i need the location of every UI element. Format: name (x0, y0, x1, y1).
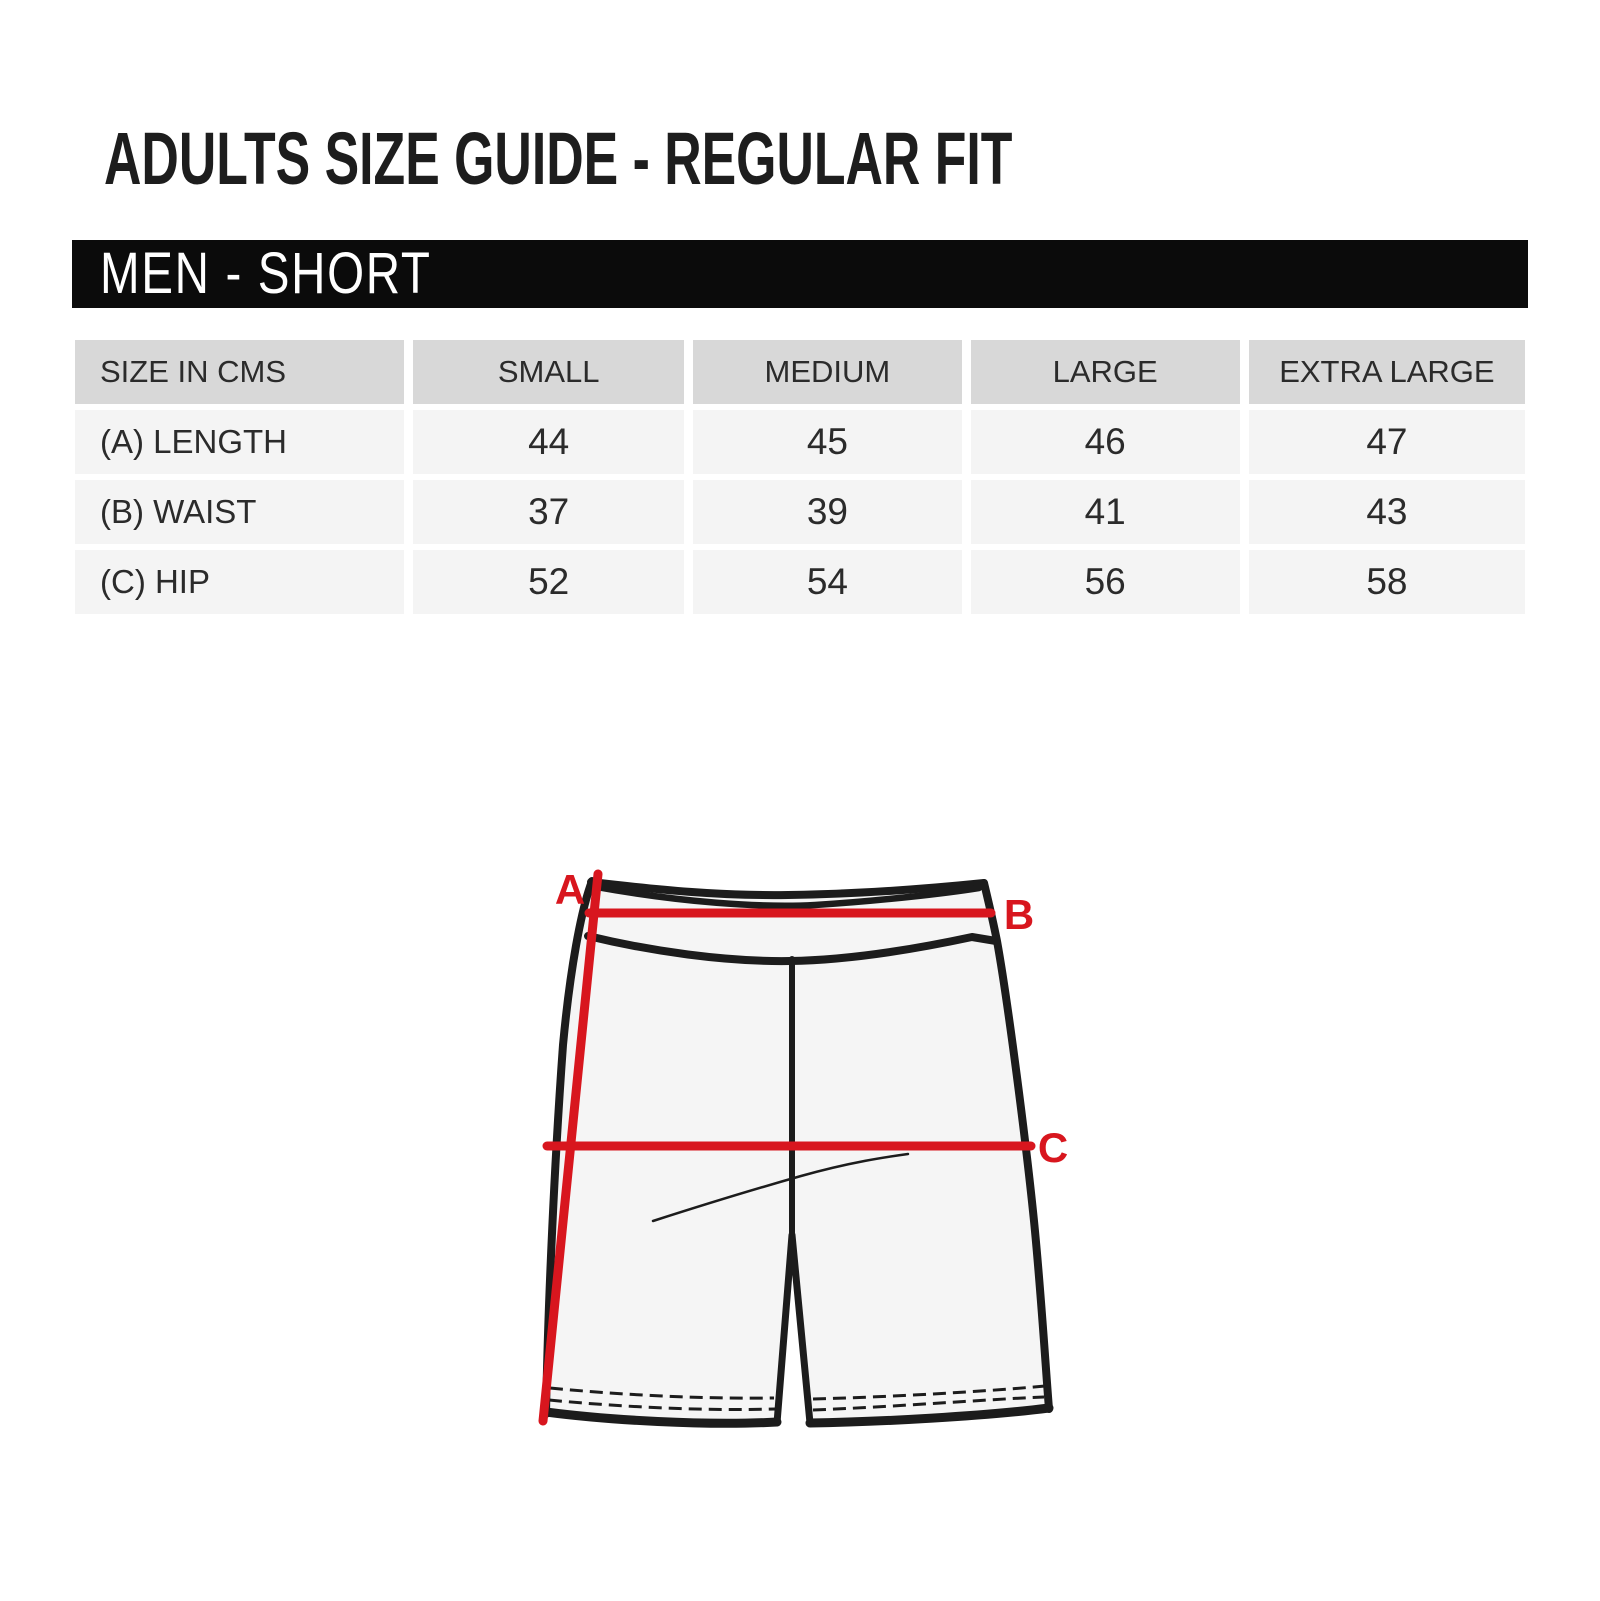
hip-medium: 54 (693, 550, 961, 614)
row-label-hip: (C) HIP (75, 550, 404, 614)
shorts-measurement-diagram (480, 820, 1120, 1480)
hip-small: 52 (413, 550, 684, 614)
header-cell-small: SMALL (413, 340, 684, 404)
row-label-length: (A) LENGTH (75, 410, 404, 474)
length-small: 44 (413, 410, 684, 474)
waist-large: 41 (971, 480, 1240, 544)
page-title: ADULTS SIZE GUIDE - REGULAR FIT (104, 117, 1013, 200)
header-cell-size-in-cms: SIZE IN CMS (75, 340, 404, 404)
size-table (75, 340, 1525, 614)
length-extra-large: 47 (1249, 410, 1525, 474)
header-cell-extra-large: EXTRA LARGE (1249, 340, 1525, 404)
category-banner-label: MEN - SHORT (100, 241, 432, 306)
hip-extra-large: 58 (1249, 550, 1525, 614)
measurement-label-b: B (1003, 891, 1035, 938)
header-cell-large: LARGE (971, 340, 1240, 404)
hip-large: 56 (971, 550, 1240, 614)
waist-extra-large: 43 (1249, 480, 1525, 544)
row-label-waist: (B) WAIST (75, 480, 404, 544)
category-banner (72, 240, 1528, 308)
measurement-label-c: C (1037, 1124, 1069, 1171)
header-cell-medium: MEDIUM (693, 340, 961, 404)
length-medium: 45 (693, 410, 961, 474)
measurement-label-a: A (554, 866, 586, 913)
waist-medium: 39 (693, 480, 961, 544)
waist-small: 37 (413, 480, 684, 544)
length-large: 46 (971, 410, 1240, 474)
